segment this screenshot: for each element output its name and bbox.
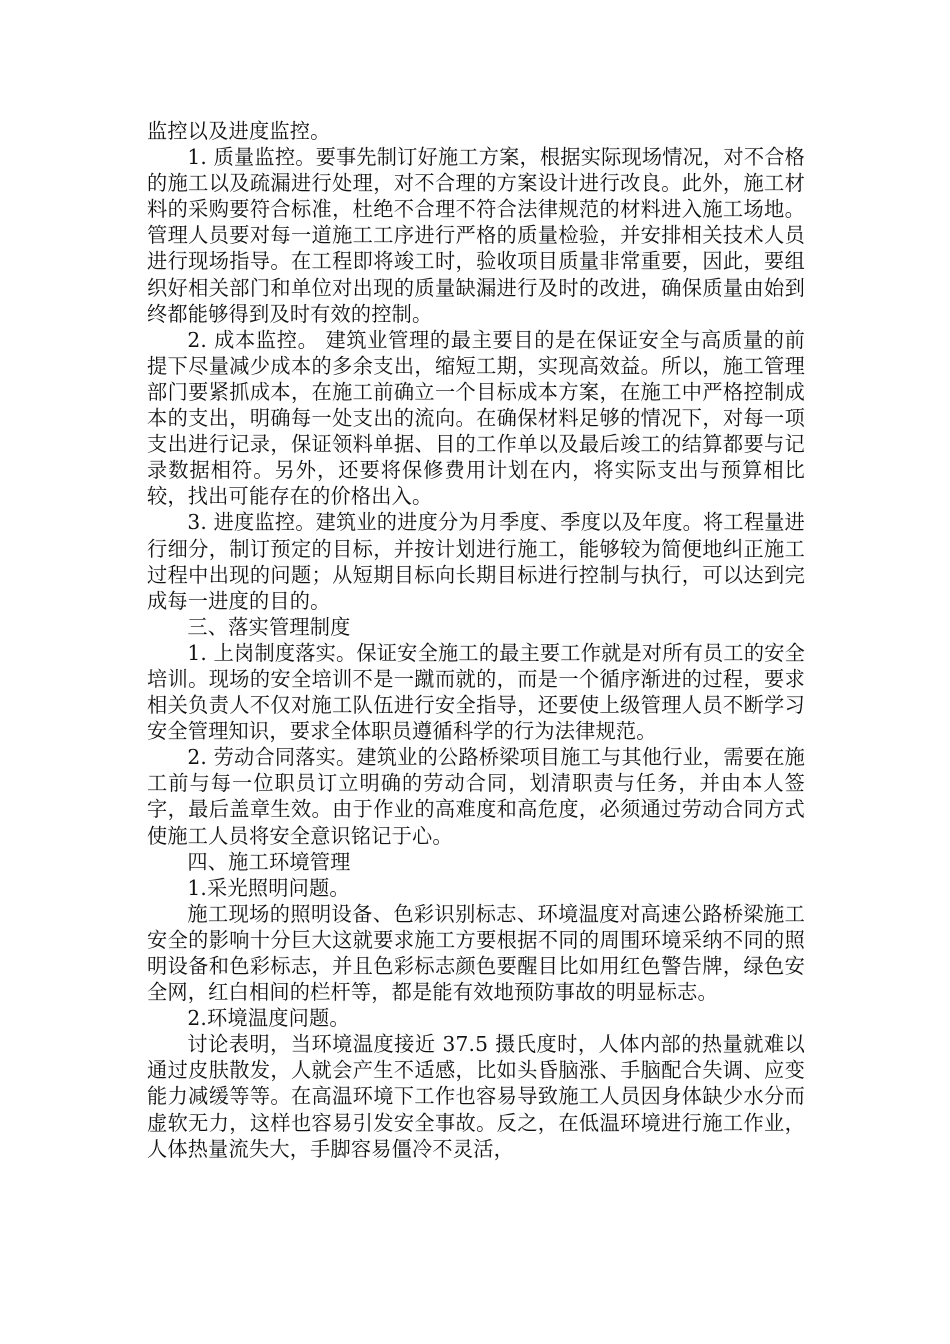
- paragraph: 3. 进度监控。建筑业的进度分为月季度、季度以及年度。将工程量进行细分，制订预定的目标，并按计划进行施工，能够较为简便地纠正施工过程中出现的问题；从短期目标向长期目标进行控制与执行，可以达到完成每一进度的目的。: [147, 510, 805, 613]
- paragraph: 2. 成本监控。 建筑业管理的最主要目的是在保证安全与高质量的前提下尽量减少成本的多余支出，缩短工期，实现高效益。所以，施工管理部门要紧抓成本，在施工前确立一个目标成本方案，在施工中严格控制成本的支出，明确每一处支出的流向。在确保材料足够的情况下，对每一项支出进行记录，保证领料单据、目的工作单以及最后竣工的结算都要与记录数据相符。另外，还要将保修费用计划在内，将实际支出与预算相比较，找出可能存在的价格出入。: [147, 327, 805, 509]
- section-heading: 三、落实管理制度: [187, 614, 351, 639]
- section-heading: 四、施工环境管理: [187, 849, 351, 874]
- paragraph: 2. 劳动合同落实。建筑业的公路桥梁项目施工与其他行业，需要在施工前与每一位职员订立明确的劳动合同，划清职责与任务，并由本人签字，最后盖章生效。由于作业的高难度和高危度，必须通过劳动合同方式使施工人员将安全意识铭记于心。: [147, 745, 805, 848]
- paragraph: 1. 质量监控。要事先制订好施工方案，根据实际现场情况，对不合格的施工以及疏漏进行处理，对不合理的方案设计进行改良。此外，施工材料的采购要符合标准，杜绝不合理不符合法律规范的材料进入施工场地。管理人员要对每一道施工工序进行严格的质量检验，并安排相关技术人员进行现场指导。在工程即将竣工时，验收项目质量非常重要，因此，要组织好相关部门和单位对出现的质量缺漏进行及时的改进，确保质量由始到终都能够得到及时有效的控制。: [147, 145, 805, 326]
- paragraph: 1. 上岗制度落实。保证安全施工的最主要工作就是对所有员工的安全培训。现场的安全培训不是一蹴而就的，而是一个循序渐进的过程，要求相关负责人不仅对施工队伍进行安全指导，还要使上级管理人员不断学习安全管理知识，要求全体职员遵循科学的行为法律规范。: [147, 640, 805, 744]
- subheading: 1.采光照明问题。: [187, 875, 350, 900]
- paragraph: 施工现场的照明设备、色彩识别标志、环境温度对高速公路桥梁施工安全的影响十分巨大这就要求施工方要根据不同的周围环境采纳不同的照明设备和色彩标志，并且色彩标志颜色要醒目比如用红色警告牌，绿色安全网，红白相间的栏杆等，都是能有效地预防事故的明显标志。: [147, 901, 805, 1005]
- document-page: [147, 118, 805, 1162]
- paragraph: 监控以及进度监控。: [147, 119, 331, 143]
- paragraph: 讨论表明，当环境温度接近 37.5 摄氏度时，人体内部的热量就难以通过皮肤散发，人就会产生不适感，比如头昏脑涨、手脑配合失调、应变能力减缓等等。在高温环境下工作也容易导致施工人员因身体缺少水分而虚软无力，这样也容易引发安全事故。反之，在低温环境进行施工作业，人体热量流失大，手脚容易僵冷不灵活，: [147, 1032, 805, 1161]
- subheading: 2.环境温度问题。: [187, 1006, 350, 1031]
